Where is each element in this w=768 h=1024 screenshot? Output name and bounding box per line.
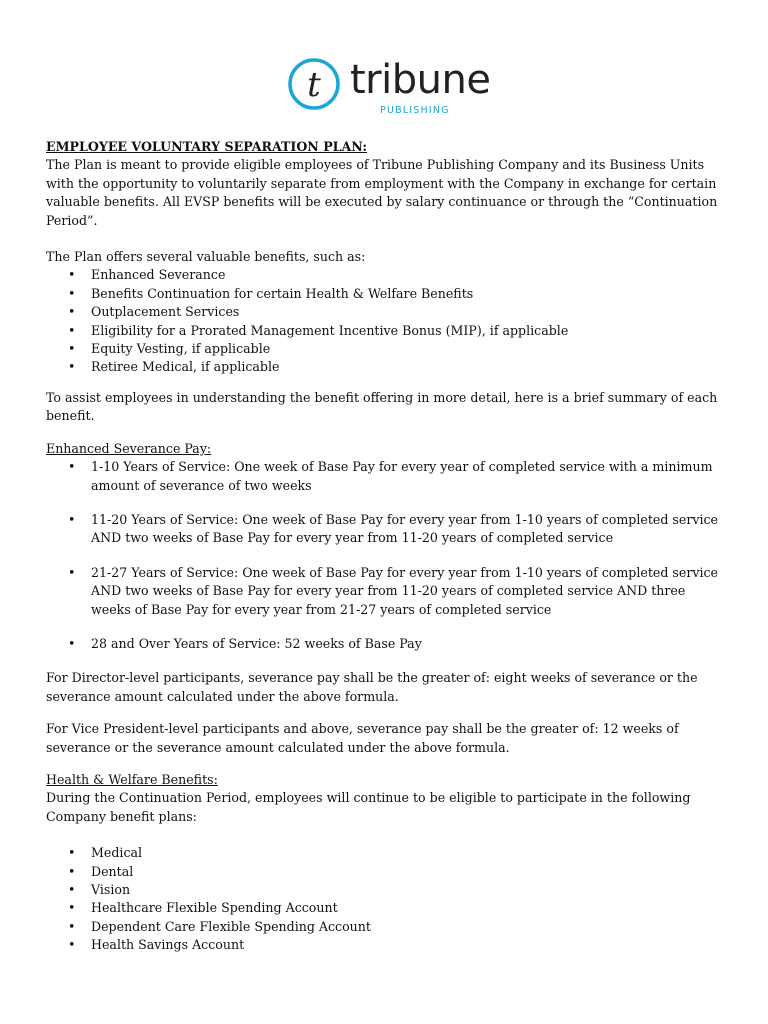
benefits-list <box>46 266 726 376</box>
bullet-icon: • <box>68 341 76 357</box>
summary-intro: To assist employees in understanding the benefit offering in more detail, here is a brief summary of each benefit. <box>46 389 718 424</box>
list-item: • Eligibility for a Prorated Management Incentive Bonus (MIP), if applicable <box>46 322 726 340</box>
severance-list <box>46 458 726 653</box>
list-item: • Enhanced Severance <box>46 266 726 284</box>
list-item: • 11-20 Years of Service: One week of Base Pay for every year from 1-10 years of completed service AND two weeks of Base Pay for every year from 11-20 years of completed service <box>68 511 719 546</box>
director-note: For Director-level participants, severance pay shall be the greater of: eight weeks of severance or the severance amount calculated under the above formula. <box>46 670 698 704</box>
bullet-icon: • <box>68 285 76 301</box>
bullet-icon: • <box>68 511 76 527</box>
document-body <box>46 138 726 955</box>
bullet-icon: • <box>68 459 76 475</box>
bullet-icon: • <box>68 918 76 934</box>
list-item: • Medical <box>46 844 726 862</box>
vp-note: For Vice President-level participants and above, severance pay shall be the greater of: 12 weeks of severance or the severance amount calculated under the above formula. <box>46 721 679 755</box>
health-welfare-list <box>46 844 726 954</box>
bullet-icon: • <box>68 304 76 320</box>
list-item: • 28 and Over Years of Service: 52 weeks of Base Pay <box>46 635 726 653</box>
list-item: • Benefits Continuation for certain Health & Welfare Benefits <box>46 285 726 303</box>
list-item: • Equity Vesting, if applicable <box>46 340 726 358</box>
plan-heading: EMPLOYEE VOLUNTARY SEPARATION PLAN: <box>46 139 367 154</box>
list-item: • Health Savings Account <box>46 936 726 954</box>
bullet-icon: • <box>68 322 76 338</box>
list-item: • 1-10 Years of Service: One week of Base Pay for every year of completed service with a minimum amount of severance of two weeks <box>68 459 713 493</box>
bullet-icon: • <box>68 267 76 283</box>
bullet-icon: • <box>68 882 76 897</box>
tribune-t-logo-icon <box>286 56 342 112</box>
bullet-icon: • <box>68 937 76 953</box>
list-item: • 21-27 Years of Service: One week of Base Pay for every year from 1-10 years of completed service AND two weeks of Base Pay for every year from 11-20 years of completed service AND three weeks of Base Pay for every year from 21-27 years of completed service <box>68 564 719 617</box>
bullet-icon: • <box>68 845 76 861</box>
list-item: • Dependent Care Flexible Spending Account <box>46 918 726 936</box>
list-item: • Outplacement Services <box>46 303 726 321</box>
bullet-icon: • <box>68 863 76 879</box>
bullet-icon: • <box>68 359 76 375</box>
logo-mark-letter: t <box>307 65 321 105</box>
logo-subtitle: PUBLISHING <box>380 105 450 116</box>
health-welfare-heading: Health & Welfare Benefits: <box>46 771 218 787</box>
benefits-intro: The Plan offers several valuable benefits, such as: <box>46 249 366 265</box>
plan-intro: The Plan is meant to provide eligible employees of Tribune Publishing Company and its Business Units with the opportunity to voluntarily separate from employment with the Company in exchange for certain valuable benefits. All EVSP benefits will be executed by salary continuance or through the “Continuation Period”. <box>46 157 718 228</box>
list-item: • Healthcare Flexible Spending Account <box>46 899 726 917</box>
list-item: • Vision <box>46 881 726 899</box>
list-item: • Retiree Medical, if applicable <box>46 358 726 376</box>
health-welfare-intro: During the Continuation Period, employees will continue to be eligible to participate in the following Company benefit plans: <box>46 790 691 824</box>
bullet-icon: • <box>68 635 76 651</box>
list-item: • Dental <box>46 863 726 881</box>
tribune-publishing-logo <box>286 56 491 122</box>
severance-heading: Enhanced Severance Pay: <box>46 440 212 456</box>
logo-wordmark: tribune <box>350 57 491 103</box>
bullet-icon: • <box>68 900 76 916</box>
bullet-icon: • <box>68 564 76 580</box>
